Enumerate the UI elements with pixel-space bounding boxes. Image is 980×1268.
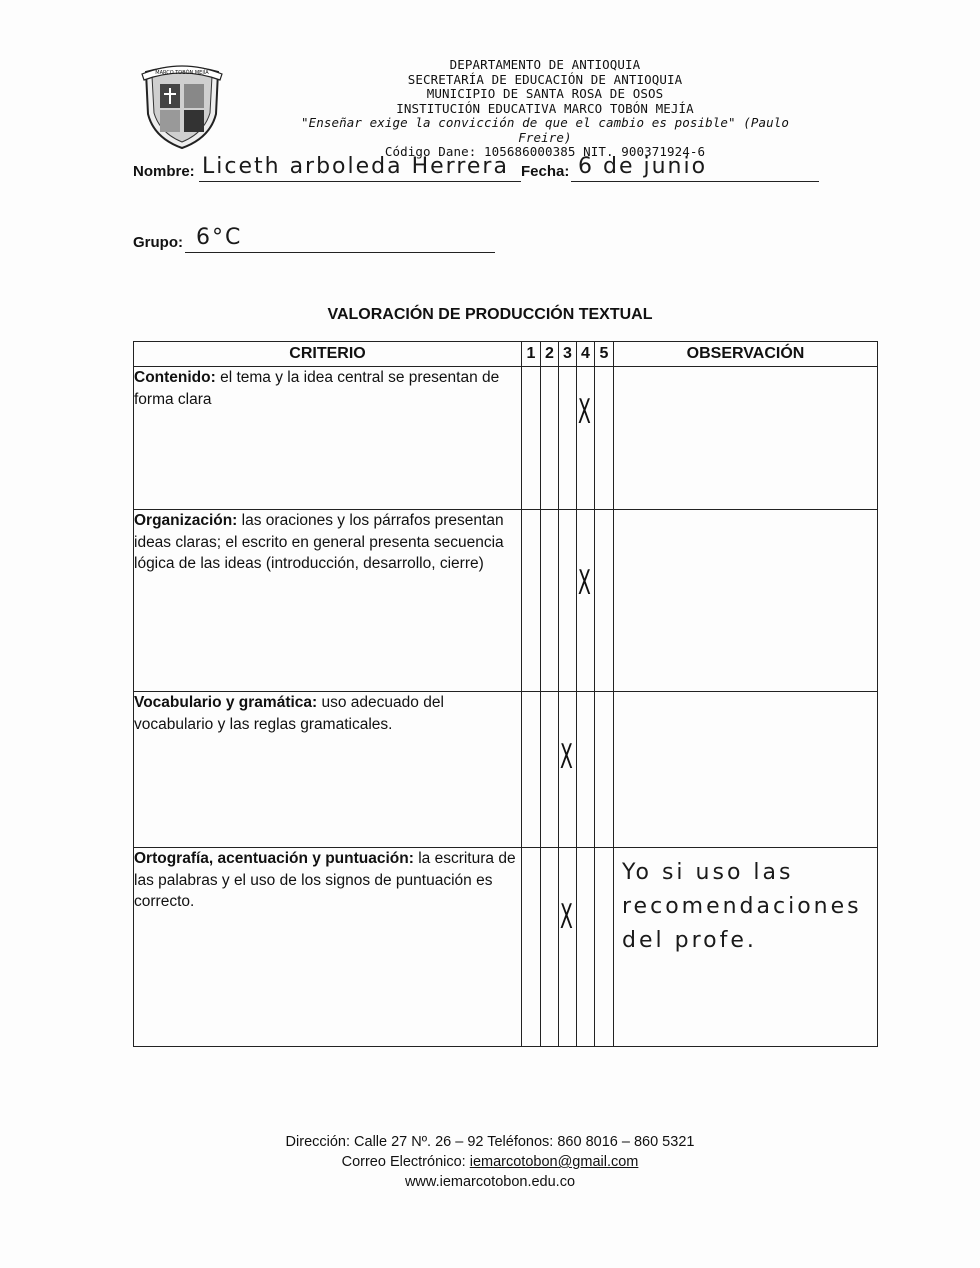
date-label: Fecha:: [521, 163, 570, 180]
svg-text:MARCO TOBÓN MEJÍA: MARCO TOBÓN MEJÍA: [155, 70, 209, 76]
header-codes: Código Dane: 105686000385 NIT. 900371924-6: [384, 144, 706, 159]
score-cell-4[interactable]: [577, 692, 595, 848]
header-line: SECRETARÍA DE EDUCACIÓN DE ANTIOQUIA: [407, 71, 683, 87]
score-cell-5[interactable]: [595, 367, 614, 510]
group-value[interactable]: 6°C: [196, 225, 243, 250]
institution-header: [300, 58, 790, 160]
page-title: VALORACIÓN DE PRODUCCIÓN TEXTUAL: [327, 306, 653, 323]
score-header: 4: [577, 342, 595, 367]
criterion-cell: [134, 510, 522, 692]
score-cell-2[interactable]: [541, 692, 559, 848]
score-cell-5[interactable]: [595, 510, 614, 692]
table-row: [134, 848, 878, 1047]
observation-cell[interactable]: [614, 510, 878, 692]
criterion-description: la escritura de las palabras y el uso de los signos de puntuación es correcto.: [134, 850, 516, 910]
school-crest-logo: [138, 58, 226, 150]
evaluation-table: [133, 341, 878, 1047]
criterion-title: Contenido:: [134, 369, 216, 386]
name-label: Nombre:: [133, 163, 195, 180]
group-underline: [185, 252, 495, 253]
score-cell-3[interactable]: [559, 692, 577, 848]
score-cell-4[interactable]: [577, 510, 595, 692]
score-cell-2[interactable]: [541, 367, 559, 510]
group-label: Grupo:: [133, 234, 183, 251]
footer-email-link[interactable]: iemarcotobon@gmail.com: [469, 1154, 639, 1170]
score-header: 1: [522, 342, 541, 367]
criterion-description: el tema y la idea central se presentan de forma clara: [134, 369, 500, 408]
header-line: MUNICIPIO DE SANTA ROSA DE OSOS: [426, 86, 664, 101]
header-line: DEPARTAMENTO DE ANTIOQUIA: [449, 57, 641, 72]
footer: [0, 1132, 980, 1192]
score-cell-3[interactable]: [559, 367, 577, 510]
score-cell-5[interactable]: [595, 692, 614, 848]
score-header: 5: [595, 342, 614, 367]
score-cell-3[interactable]: [559, 848, 577, 1047]
criterion-description: las oraciones y los párrafos presentan ideas claras; el escrito en general presenta secuencia lógica de las ideas (introducción, desarrollo, cierre): [134, 512, 504, 572]
score-mark: X: [578, 392, 591, 432]
score-cell-5[interactable]: [595, 848, 614, 1047]
criterion-title: Organización:: [134, 512, 238, 529]
score-mark: X: [560, 737, 573, 777]
score-header: 3: [559, 342, 577, 367]
score-cell-1[interactable]: [522, 510, 541, 692]
score-cell-1[interactable]: [522, 367, 541, 510]
header-motto: "Enseñar exige la convicción de que el cambio es posible" (Paulo Freire): [300, 115, 790, 145]
criterion-cell: [134, 367, 522, 510]
score-header: 2: [541, 342, 559, 367]
criterion-title: Vocabulario y gramática:: [134, 694, 318, 711]
observation-cell[interactable]: [614, 848, 878, 1047]
table-row: [134, 692, 878, 848]
score-mark: X: [578, 563, 591, 603]
criterion-description: uso adecuado del vocabulario y las reglas gramaticales.: [134, 694, 444, 733]
score-cell-1[interactable]: [522, 692, 541, 848]
name-underline: [199, 181, 521, 182]
score-cell-4[interactable]: [577, 367, 595, 510]
observation-cell[interactable]: [614, 692, 878, 848]
table-row: [134, 367, 878, 510]
criterion-title: Ortografía, acentuación y puntuación:: [134, 850, 414, 867]
footer-address: Dirección: Calle 27 Nº. 26 – 92 Teléfonos: 860 8016 – 860 5321: [285, 1134, 695, 1150]
score-cell-3[interactable]: [559, 510, 577, 692]
footer-email-line: [0, 1152, 980, 1172]
footer-website[interactable]: www.iemarcotobon.edu.co: [404, 1174, 576, 1190]
score-cell-1[interactable]: [522, 848, 541, 1047]
header-line: INSTITUCIÓN EDUCATIVA MARCO TOBÓN MEJÍA: [396, 100, 694, 116]
table-row: [134, 510, 878, 692]
name-value[interactable]: Liceth arboleda Herrera: [202, 154, 509, 179]
score-cell-2[interactable]: [541, 510, 559, 692]
observation-header: OBSERVACIÓN: [614, 342, 878, 367]
criterion-cell: [134, 692, 522, 848]
date-value[interactable]: 6 de junio: [578, 154, 708, 179]
criterion-cell: [134, 848, 522, 1047]
score-mark: X: [560, 897, 573, 937]
footer-email-label: Correo Electrónico:: [341, 1154, 470, 1170]
score-cell-4[interactable]: [577, 848, 595, 1047]
score-cell-2[interactable]: [541, 848, 559, 1047]
observation-text: Yo si uso las recomendaciones del profe.: [622, 860, 862, 953]
criterion-header: CRITERIO: [134, 342, 522, 367]
observation-cell[interactable]: [614, 367, 878, 510]
table-header-row: [134, 342, 878, 367]
date-underline: [571, 181, 819, 182]
